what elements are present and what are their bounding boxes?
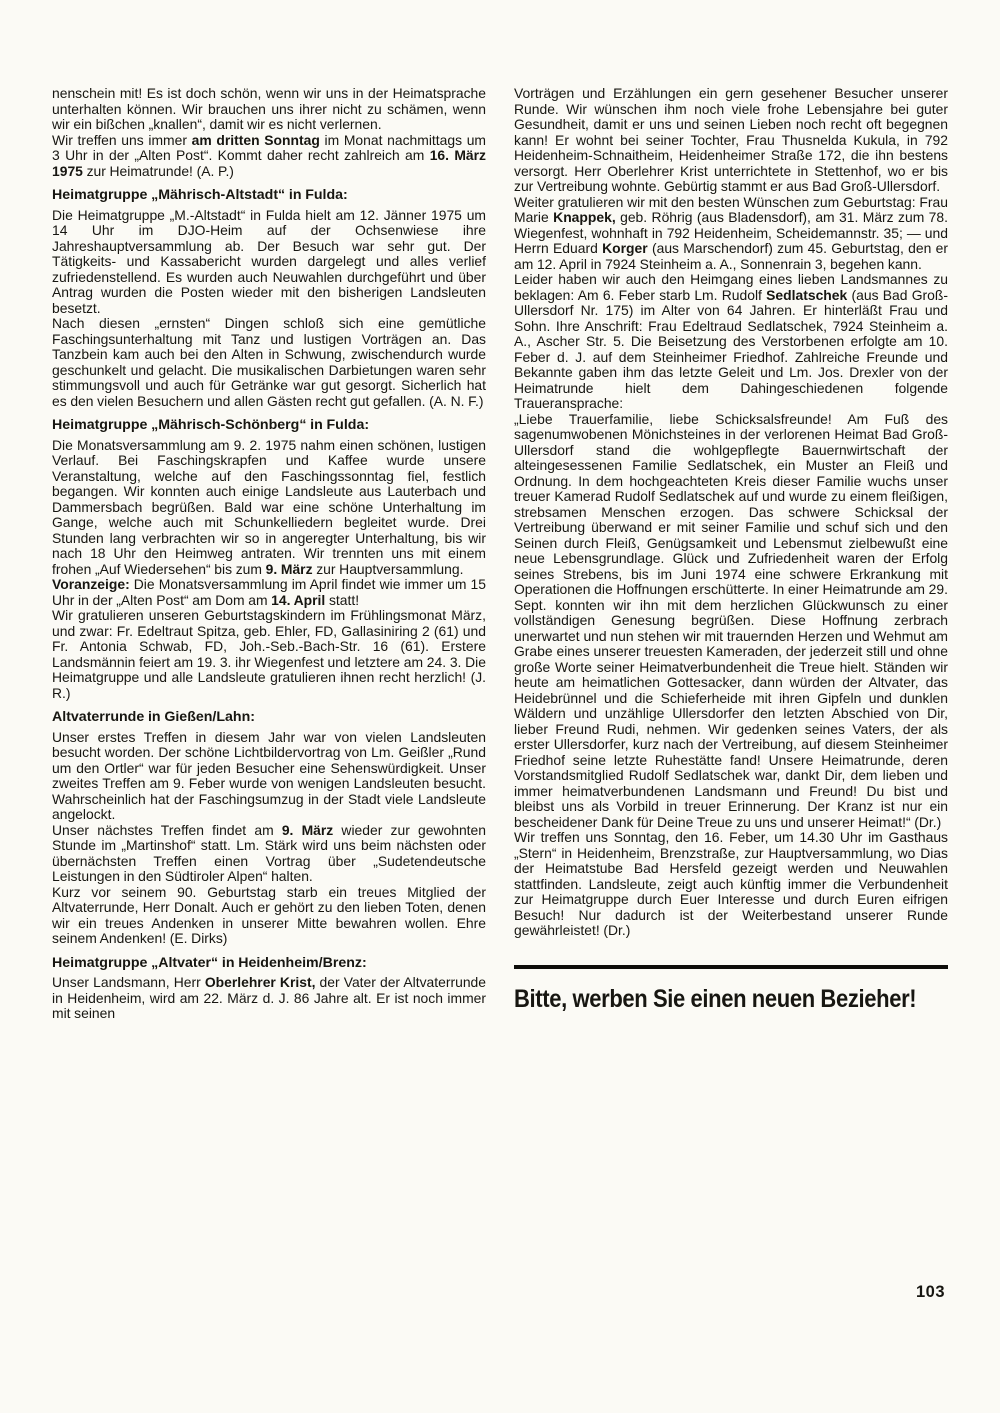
paragraph: Leider haben wir auch den Heimgang eines lieben Landsmannes zu beklagen: Am 6. Feber starb Lm. Rudolf Sedlatschek (aus Bad Groß-Ullersdorf Nr. 175) im Alter von 64 Jahren. Er hinterläßt Frau und Sohn. Ihre Anschrift: Frau Edeltraud Sedlatschek, 7924 Steinheim a. A., Ascher Str. 5. Die Beisetzung des Verstorbenen erfolgte am 10. Feber d. J. auf dem Steinheimer Friedhof. Zahlreiche Freunde und Bekannte gaben ihm das letzte Geleit und Lm. Jos. Drexler von der Heimatrunde hielt dem Dahingeschiedenen folgende Traueransprache: [514, 271, 948, 411]
paragraph: Die Heimatgruppe „M.-Altstadt“ in Fulda hielt am 12. Jänner 1975 um 14 Uhr im DJO-Heim auf der Ochsenwiese ihre Jahreshauptversammlung ab. Der Besuch war sehr gut. Der Tätigkeits- und Kassabericht wurden dargelegt und alles verlief zufriedenstellend. Es wurden auch Neuwahlen durchgeführt und über Antrag wurden die Posten wieder mit den bisherigen Landsleuten besetzt. [52, 206, 486, 316]
right-column [514, 86, 948, 1022]
paragraph: Nach diesen „ernsten“ Dingen schloß sich eine gemütliche Faschingsunterhaltung mit Tanz und lustigen Vorträgen an. Das Tanzbein kam auch bei den Alten in Schwung, zwischendurch wurde geschunkelt und gelacht. Die musikalischen Darbietungen waren sehr stimmungsvoll und auch für Getränke war gut gesorgt. Sicherlich hat es den vielen Besuchern und allen Gästen recht gut gefallen. (A. N. F.) [52, 315, 486, 409]
paragraph: Vorträgen und Erzählungen ein gern gesehener Besucher unserer Runde. Wir wünschen ihm noch viele frohe Lebensjahre bei guter Gesundheit, damit er uns und seinen Lieben noch recht oft begegnen kann! Er wohnt bei seiner Tochter, Frau Thusnelda Kukula, in 792 Heidenheim-Schnaitheim, Heidenheimer Straße 172, die ihn bestens versorgt. Herr Oberlehrer Krist unterrichtete in Stettenhof, wo er bis zur Vertreibung wohnte. Gebürtig stammt er aus Bad Groß-Ullersdorf. [514, 85, 948, 194]
paragraph: Wir treffen uns Sonntag, den 16. Feber, um 14.30 Uhr im Gasthaus „Stern“ in Heidenheim, Brenzstraße, zur Hauptversammlung, wo Dias der Heimatstube Bad Hersfeld gezeigt werden und Neuwahlen stattfinden. Landsleute, zeigt auch künftig immer die Verbundenheit zur Heimatgruppe durch Euer Interesse und durch Euren eifrigen Besuch! Nur dadurch ist der Weiterbestand unserer Runde gewährleistet! (Dr.) [514, 829, 948, 938]
section-heading: Altvaterrunde in Gießen/Lahn: [52, 709, 255, 725]
page-number: 103 [915, 1283, 945, 1301]
divider [514, 965, 948, 969]
subscribe-banner: Bitte, werben Sie einen neuen Bezieher! [514, 984, 917, 1013]
paragraph: „Liebe Trauerfamilie, liebe Schicksalsfreunde! Am Fuß des sagenumwobenen Mönichsteines in der verlorenen Heimat Bad Groß-Ullersdorf stand die wohlgepflegte Bauernwirtschaft der alteingesessenen Familie Sedlatschek, ein Muster an Fleiß und Ordnung. In dem hochgeachteten Kreis dieser Familie wuchs unser treuer Kamerad Rudolf Sedlatschek auf und wurde zu einem fleißigen, strebsamen Menschen erzogen. Das schwere Schicksal der Vertreibung überwand er mit seiner Familie und schuf sich und den Seinen durch Fleiß, Genügsamkeit und Lebensmut zielbewußt eine neue Lebensgrundlage. Glück und Zufriedenheit waren der Erfolg seines Strebens, bis im Juni 1974 eine schwere Erkrankung mit Operationen die Hoffnungen erschütterte. In einer Heimatrunde am 29. Sept. konnten wir ihn mit dem herzlichen Glückwunsch zu einer vollständigen Genesung begrüßen. Diese Hoffnung zerbrach unerwartet und nun stehen wir mit trauernden Herzen und Wehmut am Grabe eines unserer treuesten Kameraden, der jederzeit still und ohne große Worte seiner Heimatverbundenheit die Treue hielt. Ständen wir heute am heimatlichen Gottesacker, dann würden der Altvater, das Heidebrünnel und die Schieferheide mit ihren Gipfeln und dunklen Wäldern und unzählige Ullersdorfer den letzten Abschied von Dir, lieber Freund Rudi, nehmen. Wir gedenken seines Vaters, der als erster Ullersdorfer, kurz nach der Vertreibung, auf diesem Steinheimer Friedhof seine letzte Ruhestätte fand! Unsere Heimatrunde, deren Vorstandsmitglied Rudolf Sedlatschek war, dankt Dir, dem lieben und immer heimatverbundenen Landsmann und Freund! Du bist und bleibst uns als Vorbild in treuer Erinnerung. Der Kranz ist nur ein bescheidener Dank für Deine Treue zu uns und unserer Heimat!“ (Dr.) [514, 410, 948, 830]
left-column [52, 86, 486, 1022]
paragraph: Unser erstes Treffen in diesem Jahr war von vielen Landsleuten besucht worden. Der schöne Lichtbildervortrag von Lm. Geißler „Rund um den Ortler“ war für jeden Besucher eine Sehenswürdigkeit. Unser zweites Treffen am 9. Feber wurde von wenigen Landsleuten besucht. Wahrscheinlich hat der Faschingsumzug in der Stadt viele Landsleute angelockt. [52, 728, 486, 822]
paragraph: Voranzeige: Die Monatsversammlung im April findet wie immer um 15 Uhr in der „Alten Post“ am Dom am 14. April statt! [52, 576, 486, 608]
paragraph: Unser Landsmann, Herr Oberlehrer Krist, der Vater der Altvaterrunde in Heidenheim, wird am 22. März d. J. 86 Jahre alt. Er ist noch immer mit seinen [52, 974, 487, 1021]
paragraph: Wir gratulieren unseren Geburtstagskindern im Frühlingsmonat März, und zwar: Fr. Edeltraut Spitza, geb. Ehler, FD, Gallasiniring 2 (61) und Fr. Antonia Schwab, FD, Joh.-Seb.-Bach-Str. 16 (61). Erstere Landsmännin feiert am 19. 3. ihr Wiegenfest und letztere am 24. 3. Die Heimatgruppe und alle Landsleute gratulieren ihnen recht herzlich! (J. R.) [52, 607, 486, 701]
section-heading: Heimatgruppe „Mährisch-Altstadt“ in Fulda: [52, 187, 348, 203]
paragraph: Wir treffen uns immer am dritten Sonntag im Monat nachmittags um 3 Uhr in der „Alten Post“. Kommt daher recht zahlreich am 16. März 1975 zur Heimatrunde! (A. P.) [52, 131, 486, 179]
paragraph: Die Monatsversammlung am 9. 2. 1975 nahm einen schönen, lustigen Verlauf. Bei Faschingskrapfen und Kaffee wurde unsere Veranstaltung, welche auf den Faschingssonntag fiel, festlich begangen. Wir konnten auch einige Landsleute aus Lauterbach und Dammersbach begrüßen. Bald war eine schöne Unterhaltung im Gange, welche auch mit Schunkelliedern begleitet wurde. Drei Stunden lang verbrachten wir so in angeregter Unterhaltung, bis wir nach 18 Uhr den Heimweg antraten. Wir trennten uns mit einem frohen „Auf Wiedersehen“ bis zum 9. März zur Hauptversammlung. [52, 436, 486, 577]
paragraph: Weiter gratulieren wir mit den besten Wünschen zum Geburtstag: Frau Marie Knappek, geb. Röhrig (aus Bladensdorf), am 31. März zum 78. Wiegenfest, wohnhaft in 792 Heidenheim, Scheidemannstr. 35; — und Herrn Eduard Korger (aus Marschendorf) zum 45. Geburtstag, den er am 12. April in 7924 Steinheim a. A., Sonnenrain 3, begehen kann. [514, 193, 948, 272]
paragraph: Kurz vor seinem 90. Geburtstag starb ein treues Mitglied der Altvaterrunde, Herr Donalt. Auch er gehört zu den lieben Toten, denen wir ein treues Andenken in unserer Mitte bewahren wollen. Ehre seinem Andenken! (E. Dirks) [52, 883, 486, 946]
section-heading: Heimatgruppe „Altvater“ in Heidenheim/Brenz: [52, 954, 367, 971]
paragraph: nenschein mit! Es ist doch schön, wenn wir uns in der Heimatsprache unterhalten können. Wir brauchen uns ihrer nicht zu schämen, wenn wir ein bißchen „knallen“, damit wir es nicht verlernen. [52, 85, 486, 132]
paragraph: Unser nächstes Treffen findet am 9. März wieder zur gewohnten Stunde im „Martinshof“ statt. Lm. Stärk wird uns beim nächsten oder übernächsten Treffen einen Vortrag über „Sudetendeutsche Leistungen in den Südtiroler Alpen“ halten. [52, 821, 486, 884]
section-heading: Heimatgruppe „Mährisch-Schönberg“ in Fulda: [52, 417, 370, 433]
